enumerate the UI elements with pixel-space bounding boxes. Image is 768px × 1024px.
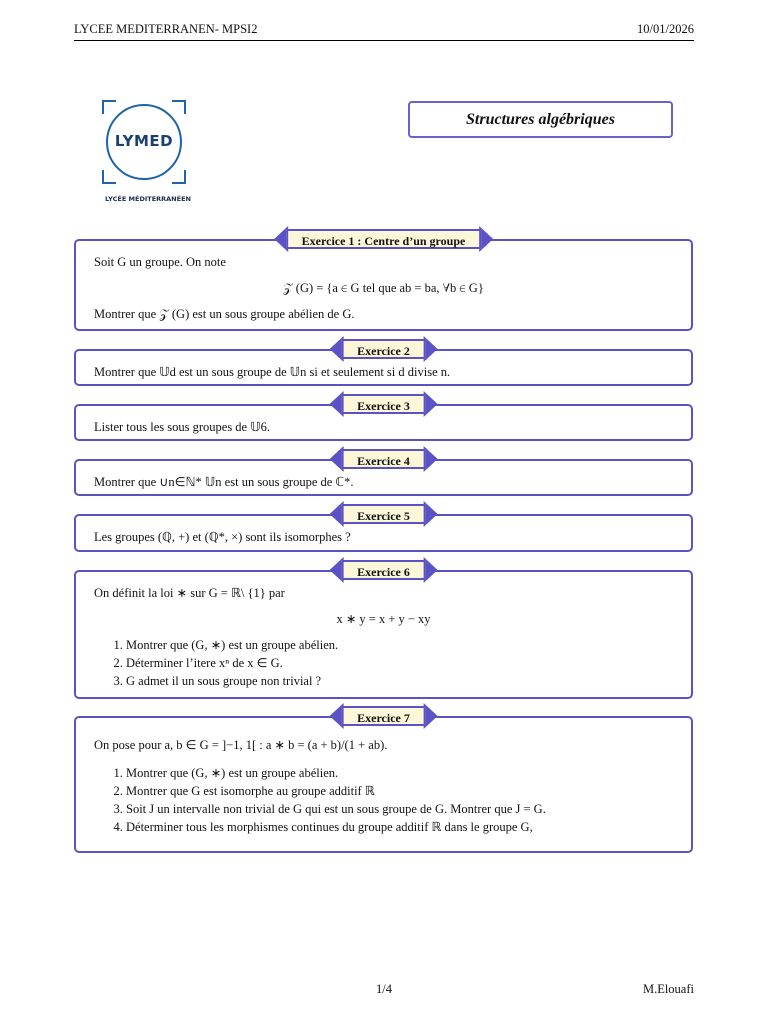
document-title: Structures algébriques	[408, 101, 673, 138]
exercise-title: Exercice 7	[341, 706, 426, 726]
exercise-text: Les groupes (ℚ, +) et (ℚ*, ×) sont ils isomorphes ?	[94, 530, 351, 544]
header-school: LYCEE MEDITERRANEN- MPSI2	[74, 22, 258, 36]
logo-word: LYMED	[114, 132, 174, 150]
logo-caption: LYCÉE MÉDITERRANÉEN	[105, 195, 191, 203]
exercise-4	[74, 454, 693, 496]
exercise-7	[74, 711, 693, 853]
page-header	[74, 22, 694, 41]
question-item: 4. Déterminer tous les morphismes continues du groupe additif ℝ dans le groupe G,	[126, 818, 673, 836]
question-list	[94, 764, 673, 836]
question-item: 1. Montrer que (G, ∗) est un groupe abélien.	[126, 764, 673, 782]
exercise-title: Exercice 4	[341, 449, 426, 469]
exercise-intro: On pose pour a, b ∈ G = ]−1, 1[ : a ∗ b = (a + b)/(1 + ab).	[94, 738, 388, 752]
exercise-text: Lister tous les sous groupes de 𝕌6.	[94, 420, 270, 434]
exercise-title: Exercice 5	[341, 504, 426, 524]
exercise-1	[74, 234, 693, 331]
question-item: 2. Montrer que G est isomorphe au groupe additif ℝ	[126, 782, 673, 800]
question-item: 3. Soit J un intervalle non trivial de G qui est un sous groupe de G. Montrer que J = G.	[126, 800, 673, 818]
question-item: 1. Montrer que (G, ∗) est un groupe abélien.	[126, 636, 673, 654]
footer-author: M.Elouafi	[642, 982, 694, 996]
exercise-6	[74, 565, 693, 699]
exercise-title: Exercice 1 : Centre d’un groupe	[286, 229, 482, 249]
exercise-title: Exercice 2	[341, 339, 426, 359]
exercise-intro: Soit G un groupe. On note	[94, 255, 226, 269]
exercise-text: Montrer que ∪n∈ℕ* 𝕌n est un sous groupe de ℂ*.	[94, 475, 354, 489]
exercise-3	[74, 399, 693, 441]
exercise-title: Exercice 6	[341, 560, 426, 580]
exercise-5	[74, 509, 693, 552]
exercise-intro: On définit la loi ∗ sur G = ℝ\ {1} par	[94, 586, 285, 600]
school-logo	[100, 98, 192, 203]
exercise-question: Montrer que 𝒵 (G) est un sous groupe abélien de G.	[94, 307, 355, 321]
page-number: 1/4	[376, 982, 392, 996]
question-item: 3. G admet il un sous groupe non trivial ?	[126, 672, 673, 690]
question-list	[94, 636, 673, 690]
exercise-formula: 𝒵 (G) = {a ∈ G tel que ab = ba, ∀b ∈ G}	[283, 281, 484, 295]
header-date: 10/01/2026	[637, 22, 694, 36]
exercise-title: Exercice 3	[341, 394, 426, 414]
exercise-2	[74, 344, 693, 386]
question-item: 2. Déterminer l’itere xⁿ de x ∈ G.	[126, 654, 673, 672]
exercise-formula: x ∗ y = x + y − xy	[336, 612, 431, 626]
exercise-text: Montrer que 𝕌d est un sous groupe de 𝕌n si et seulement si d divise n.	[94, 365, 451, 379]
